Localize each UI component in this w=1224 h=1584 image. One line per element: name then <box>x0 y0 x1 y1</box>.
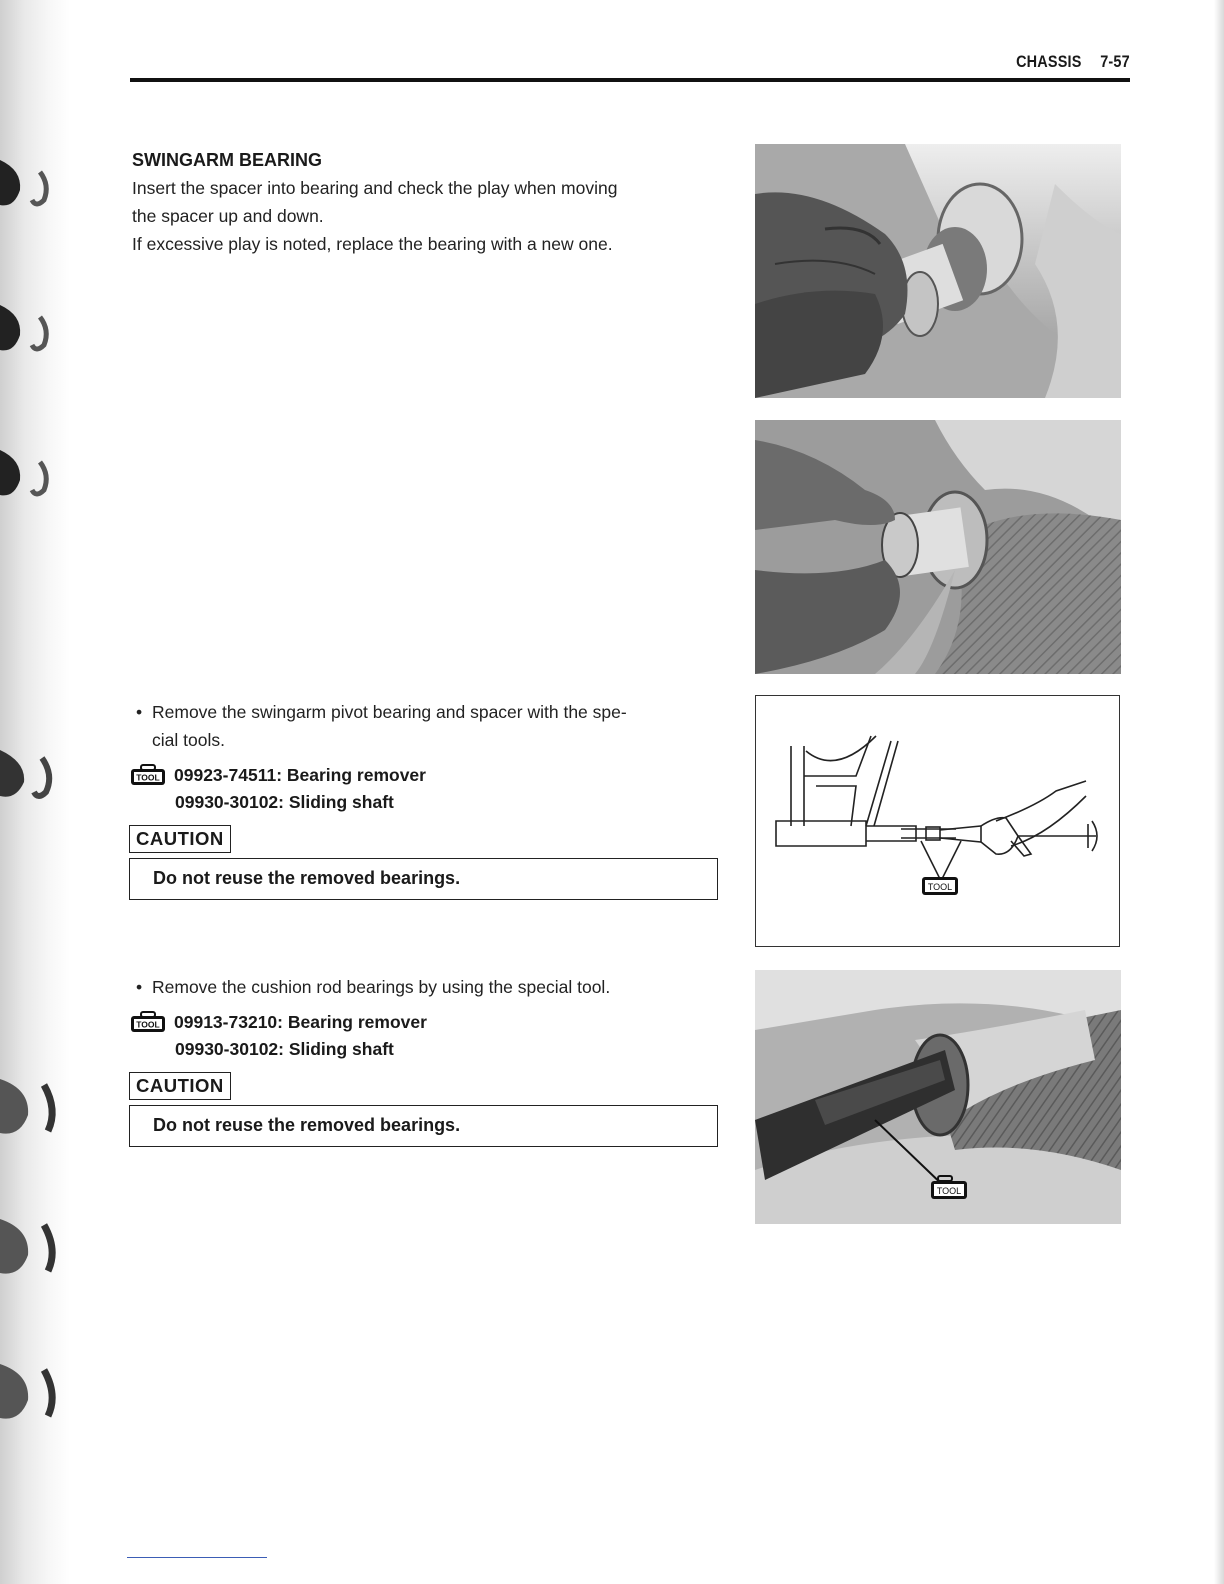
tool-icon <box>922 877 958 895</box>
section-heading: SWINGARM BEARING <box>132 150 322 170</box>
tool-icon-label: TOOL <box>936 1186 962 1196</box>
binder-hole <box>0 295 62 365</box>
tool-icon <box>130 764 166 786</box>
bullet-text: • Remove the swingarm pivot bearing and spacer with the spe- <box>152 702 627 722</box>
header-rule <box>130 78 1130 82</box>
bullet-item <box>136 973 726 1001</box>
caution-box: Do not reuse the removed bearings. <box>129 1105 718 1147</box>
footer-rule <box>127 1557 267 1558</box>
page-header <box>130 50 1130 82</box>
bullet-item <box>136 698 726 754</box>
page-edge <box>1214 0 1224 1584</box>
tool-number: 09930-30102: Sliding shaft <box>175 1039 394 1059</box>
binder-hole <box>0 1215 62 1285</box>
binder-hole <box>0 1360 62 1430</box>
tool-icon-label: TOOL <box>136 1019 160 1030</box>
special-tool-line <box>130 1009 427 1035</box>
tool-icon <box>130 1011 166 1033</box>
tool-number: 09923-74511: Bearing remover <box>174 764 426 785</box>
bullet-text: cial tools. <box>152 730 225 750</box>
bullet-text: • Remove the cushion rod bearings by using the special tool. <box>152 977 611 997</box>
caution-label: CAUTION <box>129 825 231 853</box>
photo-spacer-check <box>755 144 1121 398</box>
body-line: Insert the spacer into bearing and check the play when moving <box>132 178 618 198</box>
page-number: 7-57 <box>1100 52 1130 71</box>
binder-hole <box>0 150 62 220</box>
caution-box: Do not reuse the removed bearings. <box>129 858 718 900</box>
tool-number: 09913-73210: Bearing remover <box>174 1011 427 1032</box>
caution-label: CAUTION <box>129 1072 231 1100</box>
tool-number: 09930-30102: Sliding shaft <box>175 792 394 812</box>
tool-icon-label: TOOL <box>136 772 160 783</box>
special-tool-line <box>130 762 426 788</box>
binder-hole <box>0 440 62 510</box>
binder-hole <box>0 1075 62 1145</box>
photo-cushion-rod-removal <box>755 970 1121 1224</box>
body-line: the spacer up and down. <box>132 206 324 226</box>
body-line: If excessive play is noted, replace the bearing with a new one. <box>132 234 613 254</box>
binder-hole <box>0 740 62 810</box>
section-title: CHASSIS <box>1016 52 1082 71</box>
figure-pivot-bearing-removal <box>755 695 1120 947</box>
tool-icon-label: TOOL <box>927 882 953 892</box>
running-head <box>1016 52 1130 72</box>
photo-spacer-play <box>755 420 1121 674</box>
